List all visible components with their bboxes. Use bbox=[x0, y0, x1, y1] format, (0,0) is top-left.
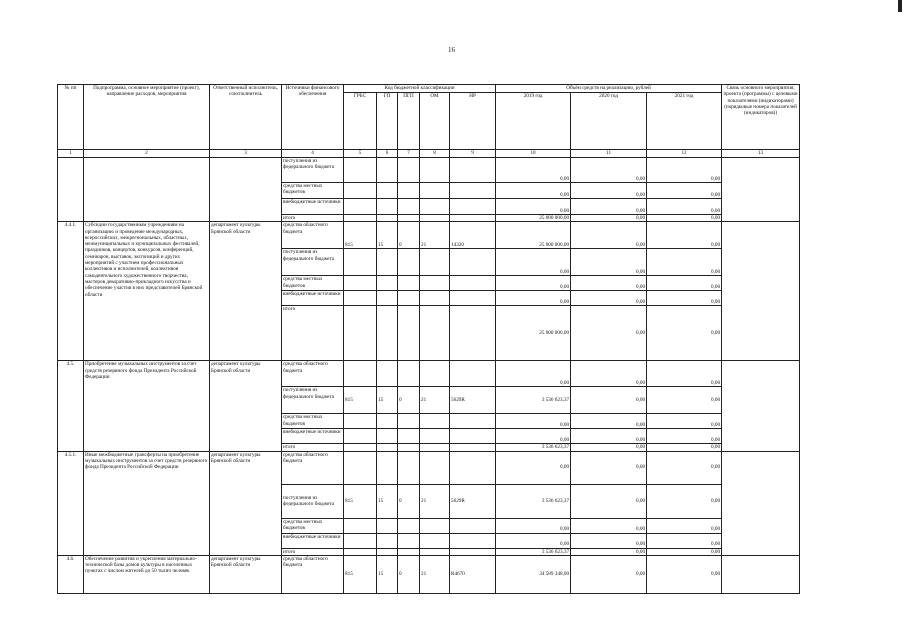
value-2019: 3 536 623,37 bbox=[496, 484, 571, 518]
code-om: 21 bbox=[420, 387, 450, 414]
item-executor: департамент культуры Брянской области bbox=[210, 361, 282, 451]
cell-empty bbox=[722, 555, 800, 593]
source-local: средства местных бюджетов bbox=[282, 183, 344, 199]
value-2020: 0,00 bbox=[571, 387, 647, 414]
header-2019: 2019 год bbox=[496, 93, 571, 150]
cell-empty bbox=[210, 158, 282, 222]
header-pgp: ПГП bbox=[398, 93, 420, 150]
item-number: 4.6. bbox=[58, 555, 84, 593]
value-2021: 0,00 bbox=[647, 555, 722, 593]
header-row-1 bbox=[58, 85, 800, 93]
value-2021: 0,00 bbox=[647, 518, 722, 533]
total-2020: 0,00 bbox=[571, 306, 647, 361]
code-grbs: 815 bbox=[344, 555, 377, 593]
source-local: средства местных бюджетов bbox=[282, 276, 344, 291]
colnum: 12 bbox=[647, 150, 722, 158]
value-2021: 0,00 bbox=[647, 249, 722, 276]
total-2021: 0,00 bbox=[647, 444, 722, 451]
code-pgp: 0 bbox=[398, 222, 420, 249]
total-2020: 0,00 bbox=[571, 548, 647, 555]
value-2020: 0,00 bbox=[571, 158, 647, 183]
source-federal: поступления из федерального бюджета bbox=[282, 249, 344, 276]
value-2020: 0,00 bbox=[571, 183, 647, 199]
value-2021: 0,00 bbox=[647, 533, 722, 548]
budget-table bbox=[57, 84, 800, 594]
code-grbs: 815 bbox=[344, 222, 377, 249]
value-2021: 0,00 bbox=[647, 387, 722, 414]
table-row bbox=[58, 361, 800, 387]
value-2021: 0,00 bbox=[647, 414, 722, 429]
cell-empty bbox=[84, 158, 210, 222]
value-2021: 0,00 bbox=[647, 199, 722, 215]
source-extra: внебюджетные источники bbox=[282, 199, 344, 215]
value-2020: 0,00 bbox=[571, 414, 647, 429]
column-number-row bbox=[58, 150, 800, 158]
item-name: Субсидии государственным учреждениям на организацию и проведение международных, всероссийских, межрегиональных, областных, межмуниципальных и муниципальных фестивалей, праздников, концертов, конкурсов, конференций, семинаров, выставок, экспозиций и других мероприятий с участием профессиональных коллективов и исполнителей, коллективов самодеятельного художественного творчества, мастеров декоративно-прикладного искусства и обеспечение участия в них представителей Брянской области bbox=[84, 222, 210, 361]
value-2019: 0,00 bbox=[496, 429, 571, 444]
header-budget-code: Код бюджетной классификации bbox=[344, 85, 496, 93]
source-federal: поступления из федерального бюджета bbox=[282, 158, 344, 183]
value-2020: 0,00 bbox=[571, 451, 647, 484]
item-name: Приобретение музыкальных инструментов за счет средств резервного фонда Президента Российской Федерации bbox=[84, 361, 210, 451]
source-extra: внебюджетные источники bbox=[282, 291, 344, 306]
source-total: итого bbox=[282, 306, 344, 361]
total-2019: 3 536 623,37 bbox=[496, 444, 571, 451]
code-grbs: 815 bbox=[344, 387, 377, 414]
value-2019: 25 000 000,00 bbox=[496, 222, 571, 249]
source-regional: средства областного бюджета bbox=[282, 222, 344, 249]
colnum: 2 bbox=[84, 150, 210, 158]
value-2019: 3 536 623,37 bbox=[496, 387, 571, 414]
table-row bbox=[58, 555, 800, 593]
cell-empty bbox=[722, 222, 800, 361]
value-2020: 0,00 bbox=[571, 555, 647, 593]
value-2021: 0,00 bbox=[647, 484, 722, 518]
code-gp: 15 bbox=[377, 387, 398, 414]
page-number: 16 bbox=[448, 46, 455, 54]
item-number: 4.4.1. bbox=[58, 222, 84, 361]
source-regional: средства областного бюджета bbox=[282, 361, 344, 387]
value-2019: 0,00 bbox=[496, 199, 571, 215]
header-volume: Объём средств на реализацию, рублей bbox=[496, 85, 722, 93]
colnum: 3 bbox=[210, 150, 282, 158]
header-grbs: ГРБС bbox=[344, 93, 377, 150]
source-local: средства местных бюджетов bbox=[282, 414, 344, 429]
source-total: итого bbox=[282, 215, 344, 222]
value-2020: 0,00 bbox=[571, 249, 647, 276]
code-gp: 15 bbox=[377, 222, 398, 249]
header-om: ОМ bbox=[420, 93, 450, 150]
header-gp: ГП bbox=[377, 93, 398, 150]
value-2019: 0,00 bbox=[496, 183, 571, 199]
item-number: 4.5. bbox=[58, 361, 84, 451]
value-2019: 0,00 bbox=[496, 276, 571, 291]
header-source: Источники финансового обеспечения bbox=[282, 85, 344, 150]
value-2021: 0,00 bbox=[647, 276, 722, 291]
value-2021: 0,00 bbox=[647, 429, 722, 444]
code-gp: 15 bbox=[377, 484, 398, 518]
value-2020: 0,00 bbox=[571, 533, 647, 548]
value-2020: 0,00 bbox=[571, 361, 647, 387]
header-nr: НР bbox=[450, 93, 496, 150]
value-2020: 0,00 bbox=[571, 429, 647, 444]
item-executor: департамент культуры Брянской области bbox=[210, 222, 282, 361]
source-regional: средства областного бюджета bbox=[282, 555, 344, 593]
value-2021: 0,00 bbox=[647, 183, 722, 199]
value-2019: 34 589 348,00 bbox=[496, 555, 571, 593]
code-om: 21 bbox=[420, 555, 450, 593]
total-2020: 0,00 bbox=[571, 444, 647, 451]
source-federal: поступления из федерального бюджета bbox=[282, 484, 344, 518]
table-row bbox=[58, 451, 800, 484]
colnum: 11 bbox=[571, 150, 647, 158]
value-2020: 0,00 bbox=[571, 291, 647, 306]
header-program: Подпрограмма, основное мероприятие (проект), направление расходов, мероприятия bbox=[84, 85, 210, 150]
source-federal: поступления из федерального бюджета bbox=[282, 387, 344, 414]
code-pgp: 0 bbox=[398, 387, 420, 414]
colnum: 5 bbox=[344, 150, 377, 158]
total-2021: 0,00 bbox=[647, 548, 722, 555]
value-2019: 0,00 bbox=[496, 249, 571, 276]
cell-empty bbox=[722, 361, 800, 451]
code-nr: 5629R bbox=[450, 387, 496, 414]
total-2019: 25 000 000,00 bbox=[496, 306, 571, 361]
header-2020: 2020 год bbox=[571, 93, 647, 150]
colnum: 4 bbox=[282, 150, 344, 158]
scan-edge-mark bbox=[898, 0, 902, 12]
colnum: 8 bbox=[420, 150, 450, 158]
item-name: Обеспечение развития и укрепления материально-технической базы домов культуры в населенных пунктах с числом жителей до 50 тысяч человек bbox=[84, 555, 210, 593]
value-2021: 0,00 bbox=[647, 222, 722, 249]
cell-empty bbox=[722, 451, 800, 555]
source-regional: средства областного бюджета bbox=[282, 451, 344, 484]
value-2021: 0,00 bbox=[647, 291, 722, 306]
source-local: средства местных бюджетов bbox=[282, 518, 344, 533]
source-total: итого bbox=[282, 444, 344, 451]
cell-empty bbox=[722, 158, 800, 222]
value-2019: 0,00 bbox=[496, 451, 571, 484]
header-num: № пп bbox=[58, 85, 84, 150]
item-name: Иные межбюджетные трансферты на приобретение музыкальных инструментов за счет средств резервного фонда Президента Российской Федерации bbox=[84, 451, 210, 555]
header-2021: 2021 год bbox=[647, 93, 722, 150]
total-2021: 0,00 bbox=[647, 215, 722, 222]
code-grbs: 815 bbox=[344, 484, 377, 518]
table-row bbox=[58, 158, 800, 183]
source-total: итого bbox=[282, 548, 344, 555]
value-2021: 0,00 bbox=[647, 158, 722, 183]
colnum: 7 bbox=[398, 150, 420, 158]
total-2019: 3 536 623,37 bbox=[496, 548, 571, 555]
value-2020: 0,00 bbox=[571, 199, 647, 215]
value-2019: 0,00 bbox=[496, 361, 571, 387]
value-2020: 0,00 bbox=[571, 222, 647, 249]
colnum: 1 bbox=[58, 150, 84, 158]
item-number: 4.5.1. bbox=[58, 451, 84, 555]
value-2019: 0,00 bbox=[496, 291, 571, 306]
value-2020: 0,00 bbox=[571, 518, 647, 533]
code-pgp: 0 bbox=[398, 555, 420, 593]
code-pgp: 0 bbox=[398, 484, 420, 518]
colnum: 9 bbox=[450, 150, 496, 158]
code-om: 21 bbox=[420, 222, 450, 249]
value-2019: 0,00 bbox=[496, 518, 571, 533]
total-2019: 25 000 000,00 bbox=[496, 215, 571, 222]
total-2020: 0,00 bbox=[571, 215, 647, 222]
header-link: Связь основного мероприятия, проекта (программы) с целевыми показателями (индикаторами) (порядковые номера показателей (индикаторов)) bbox=[722, 85, 800, 150]
header-executor: Ответственный исполнитель, соисполнитель bbox=[210, 85, 282, 150]
value-2020: 0,00 bbox=[571, 484, 647, 518]
colnum: 13 bbox=[722, 150, 800, 158]
code-nr: 5629R bbox=[450, 484, 496, 518]
colnum: 10 bbox=[496, 150, 571, 158]
source-extra: внебюджетные источники bbox=[282, 429, 344, 444]
code-gp: 15 bbox=[377, 555, 398, 593]
colnum: 6 bbox=[377, 150, 398, 158]
code-nr: 14320 bbox=[450, 222, 496, 249]
value-2019: 0,00 bbox=[496, 414, 571, 429]
code-om: 21 bbox=[420, 484, 450, 518]
total-2021: 0,00 bbox=[647, 306, 722, 361]
value-2020: 0,00 bbox=[571, 276, 647, 291]
table-row bbox=[58, 222, 800, 249]
source-extra: внебюджетные источники bbox=[282, 533, 344, 548]
value-2021: 0,00 bbox=[647, 361, 722, 387]
value-2021: 0,00 bbox=[647, 451, 722, 484]
value-2019: 0,00 bbox=[496, 533, 571, 548]
item-executor: департамент культуры Брянской области bbox=[210, 555, 282, 593]
code-nr: R4670 bbox=[450, 555, 496, 593]
cell-empty bbox=[58, 158, 84, 222]
item-executor: департамент культуры Брянской области bbox=[210, 451, 282, 555]
value-2019: 0,00 bbox=[496, 158, 571, 183]
